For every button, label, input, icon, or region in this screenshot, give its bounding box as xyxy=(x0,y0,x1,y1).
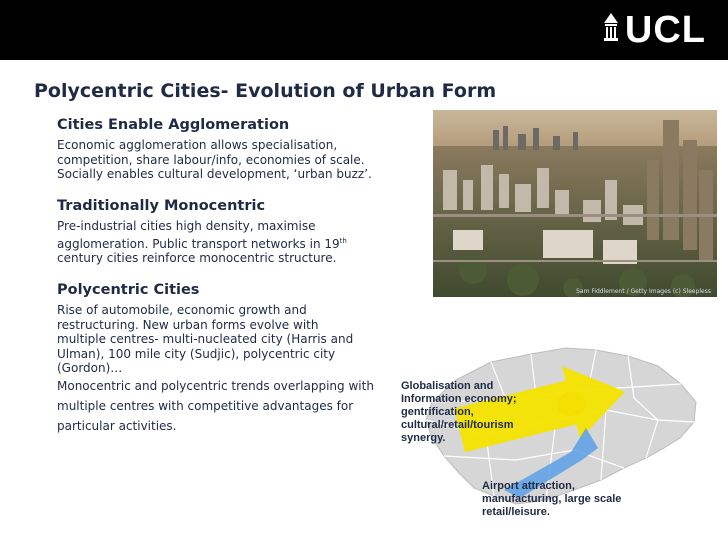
london-map xyxy=(396,340,714,518)
east-trend-label: Globalisation and Information economy; gentrification, cultural/retail/tourism synergy. xyxy=(401,380,517,444)
header-bar xyxy=(0,0,728,60)
section-agglomeration xyxy=(57,116,377,182)
section-heading: Polycentric Cities xyxy=(57,282,200,298)
ucl-logo xyxy=(603,8,706,52)
section-heading: Cities Enable Agglomeration xyxy=(57,117,290,133)
logo-text: UCL xyxy=(624,9,706,51)
city-aerial-photo xyxy=(433,110,717,297)
section-body: Economic agglomeration allows specialisation, competition, share labour/info, economies of scale. Socially enables cultural development, ‘urban buzz’. xyxy=(57,138,372,181)
slide-title: Polycentric Cities- Evolution of Urban Form xyxy=(34,80,497,102)
section-body: Pre-industrial cities high density, maximise agglomeration. Public transport networks in 19th century cities reinforce monocentric structure. xyxy=(57,219,347,265)
section-body: Rise of automobile, economic growth and restructuring. New urban forms evolve with multiple centres- multi-nucleated city (Harris and Ulman), 100 mile city (Sudjic), polycentric city (Gordon)… xyxy=(57,303,354,375)
closing-paragraph: Monocentric and polycentric trends overlapping with multiple centres with competitive advantages for particular activities. xyxy=(57,379,374,433)
west-trend-label: Airport attraction, manufacturing, large scale retail/leisure. xyxy=(482,480,622,518)
section-heading: Traditionally Monocentric xyxy=(57,198,266,214)
portico-icon xyxy=(603,13,619,41)
photo-credit: Sam Fiddlement / Getty Images (c) Sleepless xyxy=(576,288,711,295)
section-monocentric xyxy=(57,197,357,266)
section-polycentric xyxy=(57,281,367,376)
